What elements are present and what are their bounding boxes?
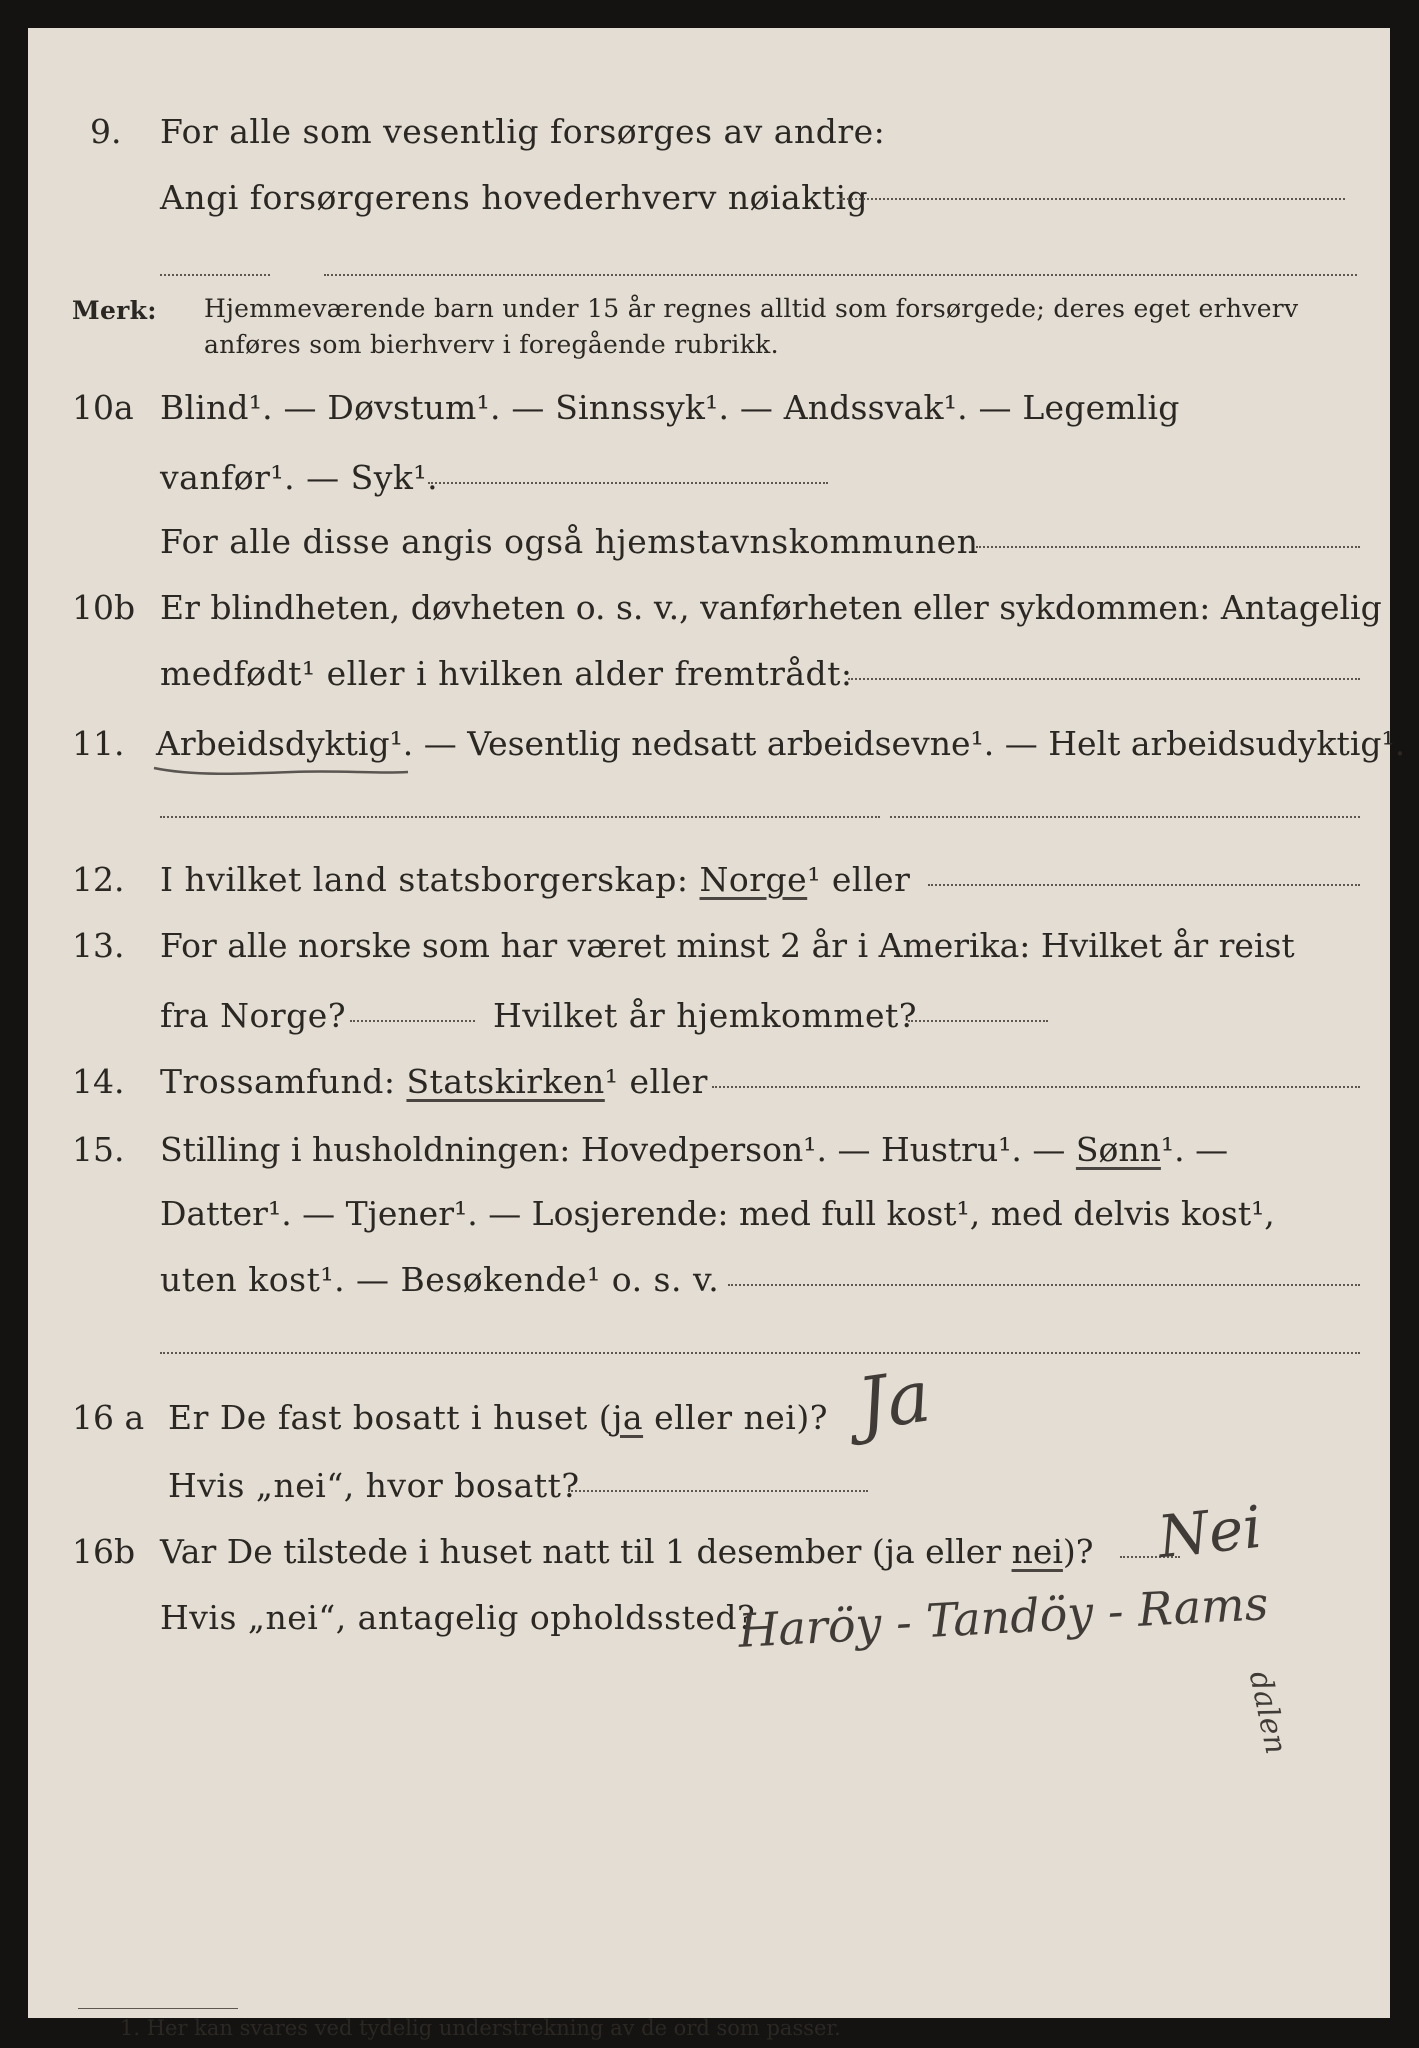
q16b-handwritten-place: Haröy - Tandöy - Rams (736, 1576, 1270, 1658)
q9-extra-dotted-line-a (160, 274, 270, 276)
q10a-hjemstavn-dotted-line (976, 546, 1360, 548)
q15-extra-dotted-line (160, 1352, 1360, 1354)
q13-line1: For alle norske som har været minst 2 år i Amerika: Hvilket år reist (160, 926, 1295, 965)
q9-line2: Angi forsørgerens hovederhverv nøiaktig (160, 178, 869, 217)
q13-hjemkommet-dotted-line (908, 1020, 1048, 1022)
q12-number: 12. (72, 860, 125, 899)
q15-line1 (160, 1130, 1228, 1169)
q11-dotted-line-b (890, 816, 1360, 818)
q16a-line1-b: eller nei)? (643, 1398, 828, 1437)
q10b-line1: Er blindheten, døvheten o. s. v., vanførheten eller sykdommen: Antagelig (160, 588, 1382, 627)
q16a-line1 (168, 1398, 828, 1437)
q16b-line1-b: )? (1062, 1532, 1094, 1571)
q14-line (160, 1062, 708, 1101)
q13-part-b: Hvilket år hjemkommet? (493, 996, 917, 1035)
q16b-line2: Hvis „nei“, antagelig opholdssted? (160, 1598, 756, 1637)
q12-answer-dotted-line (928, 884, 1360, 886)
q15-line3: uten kost¹. — Besøkende¹ o. s. v. (160, 1260, 720, 1299)
q14-statskirken-underlined: Statskirken (406, 1062, 605, 1101)
q10a-line3: For alle disse angis også hjemstavnskommunen (160, 522, 979, 561)
q16a-number: 16 a (72, 1398, 145, 1437)
q16b-handwritten-nei: Nei (1154, 1492, 1265, 1572)
q9-line1: For alle som vesentlig forsørges av andre: (160, 112, 886, 151)
q12-after: ¹ eller (807, 860, 911, 899)
q9-number: 9. (90, 112, 122, 151)
q10b-line2: medfødt¹ eller i hvilken alder fremtrådt: (160, 654, 853, 693)
q10a-line1: Blind¹. — Døvstum¹. — Sinnssyk¹. — Andssvak¹. — Legemlig (160, 388, 1180, 427)
q12-before: I hvilket land statsborgerskap: (160, 860, 689, 899)
q16a-handwritten-answer: Ja (852, 1353, 936, 1447)
q11-rest: ¹. — Vesentlig nedsatt arbeidsevne¹. — Helt arbeidsudyktig¹. (389, 724, 1406, 763)
q12-norge-underlined: Norge (699, 860, 808, 899)
q15-sonn-underlined: Sønn (1075, 1130, 1161, 1169)
census-form-page (28, 28, 1406, 2040)
footnote-rule (78, 2008, 238, 2009)
q16a-line2: Hvis „nei“, hvor bosatt? (168, 1466, 580, 1505)
q10b-answer-dotted-line (848, 678, 1360, 680)
q16b-line1-a: Var De tilstede i huset natt til 1 desember (ja eller (160, 1532, 1002, 1571)
q10a-syk-dotted-line (428, 482, 828, 484)
q15-number: 15. (72, 1130, 125, 1169)
q13-number: 13. (72, 926, 125, 965)
q10a-line2: vanfør¹. — Syk¹. (160, 458, 439, 497)
q16a-line1-a: Er De fast bosatt i huset ( (168, 1398, 613, 1437)
q15-answer-dotted-line (728, 1284, 1360, 1286)
q15-line2: Datter¹. — Tjener¹. — Losjerende: med full kost¹, med delvis kost¹, (160, 1194, 1275, 1233)
q16b-nei-underlined: nei (1011, 1532, 1063, 1571)
merk-label: Merk: (72, 296, 157, 325)
q10a-number: 10a (72, 388, 134, 427)
q16a-bosatt-dotted-line (568, 1490, 868, 1492)
q11-number: 11. (72, 724, 125, 763)
q12-line (160, 860, 910, 899)
q9-extra-dotted-line-b (324, 274, 1357, 276)
q11-line (156, 724, 1405, 763)
q10b-number: 10b (72, 588, 136, 627)
q16b-number: 16b (72, 1532, 136, 1571)
q15-line1-a: Stilling i husholdningen: Hovedperson¹. — Hustru¹. — (160, 1130, 1066, 1169)
q16b-handwritten-place-cont: dalen (1241, 1668, 1294, 1758)
q11-dotted-line-a (160, 816, 880, 818)
q16a-ja-underlined: ja (612, 1398, 644, 1437)
q14-before: Trossamfund: (160, 1062, 396, 1101)
q16b-line1 (160, 1532, 1093, 1571)
merk-line2: anføres som bierhverv i foregående rubrikk. (204, 330, 779, 359)
merk-line1: Hjemmeværende barn under 15 år regnes alltid som forsørgede; deres eget erhverv (204, 294, 1299, 323)
q9-answer-dotted-line (840, 198, 1345, 200)
q11-arbeidsdyktig-underlined: Arbeidsdyktig (156, 724, 390, 763)
q14-answer-dotted-line (712, 1086, 1360, 1088)
q15-line1-b: ¹. — (1160, 1130, 1229, 1169)
q11-handwritten-underline (152, 760, 412, 780)
q13-reist-dotted-line (350, 1020, 475, 1022)
q14-after: ¹ eller (604, 1062, 708, 1101)
q13-part-a: fra Norge? (160, 996, 347, 1035)
q14-number: 14. (72, 1062, 125, 1101)
footnote: 1. Her kan svares ved tydelig understrekning av de ord som passer. (120, 2016, 841, 2040)
